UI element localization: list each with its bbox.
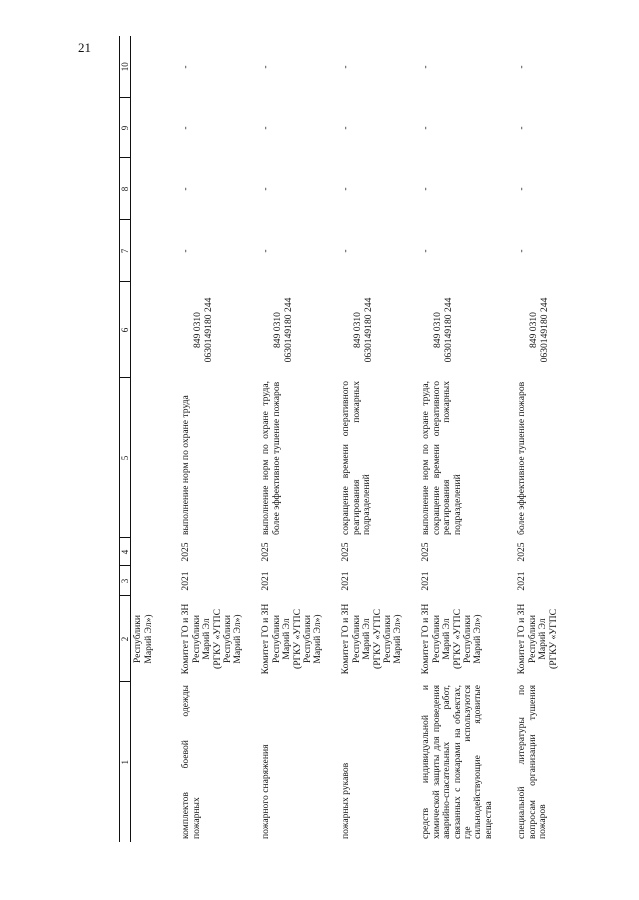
column-number: 3 <box>120 566 131 596</box>
executor-line: Республики <box>526 614 538 664</box>
executor-line: Марий Эл») <box>472 614 484 664</box>
amount-cell: - <box>516 249 528 253</box>
executor-cell <box>515 596 573 682</box>
amount-cell: - <box>516 187 528 191</box>
column-number: 2 <box>120 596 131 682</box>
executor-line: Марий Эл») <box>142 614 154 664</box>
executor-cell <box>259 596 339 682</box>
end-year-cell: 2025 <box>260 542 272 562</box>
executor-line: Комитет ГО и ЗН <box>260 603 272 675</box>
executor-cell <box>339 596 419 682</box>
amount-cell: - <box>516 126 528 130</box>
start-year-cell: 2021 <box>180 571 192 591</box>
expected-result-cell: выполнение норм по охране труда <box>180 395 192 535</box>
measure-name-cell: средств индивидуальной и химической защиты для проведения аварийно-спасательных работ, связанных с пожарами на объектах, где используются сильнодействующие ядовитые вещества <box>420 685 494 839</box>
budget-code-cell <box>339 282 419 378</box>
executor-line: Марий Эл») <box>392 614 404 664</box>
amount-cell: - <box>180 65 192 69</box>
amount-cell: - <box>180 187 192 191</box>
executor-line: Республики <box>190 614 202 664</box>
amount-cell: - <box>260 126 272 130</box>
end-year-cell: 2025 <box>180 542 192 562</box>
table-row <box>179 36 259 842</box>
start-year-cell: 2021 <box>260 571 272 591</box>
page-number: 21 <box>78 40 91 55</box>
executor-cell <box>131 596 180 682</box>
executor-line: Республики <box>462 614 474 664</box>
budget-code-line: 0630149180 244 <box>362 297 374 363</box>
measure-name-cell: комплектов боевой одежды пожарных <box>180 685 202 839</box>
table-row <box>515 36 573 842</box>
column-number: 1 <box>120 682 131 842</box>
expected-result-cell: выполнение норм по охране труда, сокращение времени оперативного реагирования пожарных подразделений <box>420 381 463 535</box>
amount-cell: - <box>420 187 432 191</box>
budget-code-cell <box>179 282 259 378</box>
amount-cell: - <box>180 249 192 253</box>
executor-line: (РГКУ «УГПС <box>211 609 223 669</box>
column-number-row <box>120 36 131 842</box>
budget-code-cell <box>259 282 339 378</box>
end-year-cell: 2025 <box>340 542 352 562</box>
measure-name-cell: специальной литературы по вопросам организации тушения пожаров <box>516 685 549 839</box>
measures-table <box>119 36 573 842</box>
expected-result-cell: более эффективное тушение пожаров <box>516 381 528 535</box>
executor-line: (РГКУ «УГПС <box>451 609 463 669</box>
start-year-cell: 2021 <box>340 571 352 591</box>
column-number: 9 <box>120 98 131 158</box>
start-year-cell: 2021 <box>420 571 432 591</box>
expected-result-cell: сокращение времени оперативного реагирования пожарных подразделений <box>340 381 373 535</box>
amount-cell: - <box>420 249 432 253</box>
amount-cell: - <box>180 126 192 130</box>
amount-cell: - <box>340 126 352 130</box>
table-row <box>419 36 515 842</box>
amount-cell: - <box>340 249 352 253</box>
amount-cell: - <box>340 187 352 191</box>
executor-line: Республики <box>302 614 314 664</box>
executor-line: Республики <box>382 614 394 664</box>
amount-cell: - <box>260 187 272 191</box>
amount-cell: - <box>340 65 352 69</box>
budget-code-line: 0630149180 244 <box>442 297 454 363</box>
amount-cell: - <box>260 65 272 69</box>
executor-line: Комитет ГО и ЗН <box>420 603 432 675</box>
budget-code-cell <box>515 282 573 378</box>
budget-code-line: 0630149180 244 <box>538 297 550 363</box>
budget-code-line: 849 0310 <box>352 312 364 348</box>
executor-line: Республики <box>350 614 362 664</box>
budget-code-line: 0630149180 244 <box>282 297 294 363</box>
end-year-cell: 2025 <box>420 542 432 562</box>
amount-cell: - <box>420 126 432 130</box>
measure-name-cell: пожарных рукавов <box>340 762 352 839</box>
continuation-row <box>131 36 180 842</box>
executor-line: Марий Эл») <box>312 614 324 664</box>
column-number: 7 <box>120 220 131 282</box>
budget-code-line: 849 0310 <box>528 312 540 348</box>
measure-name-cell: пожарного снаряжения <box>260 744 272 839</box>
amount-cell: - <box>260 249 272 253</box>
executor-line: (РГКУ «УГПС <box>547 609 559 669</box>
end-year-cell: 2025 <box>516 542 528 562</box>
table-row <box>259 36 339 842</box>
amount-cell: - <box>516 65 528 69</box>
executor-line: Марий Эл») <box>232 614 244 664</box>
executor-line: Марий Эл <box>281 618 293 660</box>
column-number: 4 <box>120 538 131 566</box>
rotated-page-content <box>119 36 559 842</box>
budget-code-line: 849 0310 <box>272 312 284 348</box>
table-row <box>339 36 419 842</box>
budget-code-line: 849 0310 <box>432 312 444 348</box>
budget-code-line: 0630149180 244 <box>202 297 214 363</box>
executor-line: Марий Эл <box>201 618 213 660</box>
executor-line: Марий Эл <box>537 618 549 660</box>
executor-cell <box>419 596 515 682</box>
column-number: 8 <box>120 158 131 220</box>
amount-cell: - <box>420 65 432 69</box>
executor-line: Марий Эл <box>361 618 373 660</box>
executor-line: (РГКУ «УГПС <box>371 609 383 669</box>
executor-line: Республики <box>270 614 282 664</box>
executor-line: (РГКУ «УГПС <box>291 609 303 669</box>
budget-code-cell <box>419 282 515 378</box>
column-number: 5 <box>120 378 131 538</box>
start-year-cell: 2021 <box>516 571 528 591</box>
executor-line: Республики <box>132 614 144 664</box>
executor-line: Комитет ГО и ЗН <box>340 603 352 675</box>
column-number: 10 <box>120 36 131 98</box>
budget-code-line: 849 0310 <box>192 312 204 348</box>
executor-line: Республики <box>222 614 234 664</box>
executor-line: Комитет ГО и ЗН <box>516 603 528 675</box>
column-number: 6 <box>120 282 131 378</box>
executor-cell <box>179 596 259 682</box>
executor-line: Комитет ГО и ЗН <box>180 603 192 675</box>
executor-line: Марий Эл <box>441 618 453 660</box>
expected-result-cell: выполнение норм по охране труда, более эффективное тушение пожаров <box>260 381 282 535</box>
executor-line: Республики <box>430 614 442 664</box>
